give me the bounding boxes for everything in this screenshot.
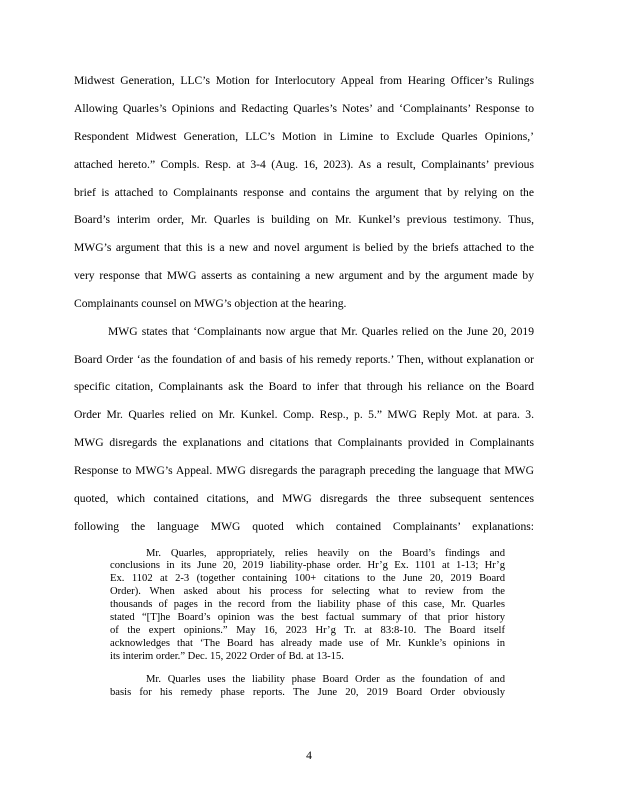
body-line: Allowing Quarles’s Opinions and Redacting Quarles’s Notes’ and ‘Complainants’ Response to (74, 102, 534, 115)
block-quote-line: Mr. Quarles uses the liability phase Board Order as the foundation of and (146, 674, 505, 685)
block-quote-line: Ex. 1102 at 2-3 (together containing 100+ citations to the June 20, 2019 Board (110, 573, 505, 584)
body-line: brief is attached to Complainants response and contains the argument that by relying on the (74, 186, 534, 199)
body-line: Order Mr. Quarles relied on Mr. Kunkel. Comp. Resp., p. 5.” MWG Reply Mot. at para. 3. (74, 408, 534, 421)
body-line: Respondent Midwest Generation, LLC’s Motion in Limine to Exclude Quarles Opinions,’ (74, 130, 534, 143)
body-line: Board’s interim order, Mr. Quarles is building on Mr. Kunkel’s previous testimony. Thus, (74, 213, 534, 226)
body-line: following the language MWG quoted which contained Complainants’ explanations: (74, 520, 534, 533)
block-quote-line: acknowledges that ‘The Board has already made use of Mr. Kunkle’s opinions in (110, 638, 505, 649)
body-line: Complainants counsel on MWG’s objection at the hearing. (74, 297, 347, 310)
body-line: attached hereto.” Compls. Resp. at 3-4 (Aug. 16, 2023). As a result, Complainants’ previous (74, 158, 534, 171)
block-quote-line: of the expert opinions.” May 16, 2023 Hr’g Tr. at 83:8-10. The Board itself (110, 625, 505, 636)
block-quote-line: thousands of pages in the record from the liability phase of this case, Mr. Quarles (110, 599, 505, 610)
body-line: Response to MWG’s Appeal. MWG disregards the paragraph preceding the language that MWG (74, 464, 534, 477)
body-line: MWG states that ‘Complainants now argue that Mr. Quarles relied on the June 20, 2019 (108, 325, 534, 338)
body-line: specific citation, Complainants ask the Board to infer that through his reliance on the Board (74, 380, 534, 393)
body-line: Board Order ‘as the foundation of and basis of his remedy reports.’ Then, without explanation or (74, 353, 534, 366)
body-line: MWG’s argument that this is a new and novel argument is belied by the briefs attached to the (74, 241, 534, 254)
block-quote-line: Order). When asked about his process for selecting what to review from the (110, 586, 505, 597)
block-quote-line: Mr. Quarles, appropriately, relies heavily on the Board’s findings and (146, 548, 505, 559)
block-quote-line: its interim order.” Dec. 15, 2022 Order of Bd. at 13-15. (110, 651, 344, 662)
body-line: Midwest Generation, LLC’s Motion for Interlocutory Appeal from Hearing Officer’s Rulings (74, 74, 534, 87)
block-quote-line: stated “[T]he Board’s opinion was the best factual summary of that prior history (110, 612, 505, 623)
block-quote-line: conclusions in its June 20, 2019 liability-phase order. Hr’g Ex. 1101 at 1-13; Hr’g (110, 560, 505, 571)
body-line: quoted, which contained citations, and MWG disregards the three subsequent sentences (74, 492, 534, 505)
page-number: 4 (306, 749, 312, 762)
block-quote-line: basis for his remedy phase reports. The June 20, 2019 Board Order obviously (110, 687, 505, 698)
body-line: MWG disregards the explanations and citations that Complainants provided in Complainants (74, 436, 534, 449)
body-line: very response that MWG asserts as containing a new argument and by the argument made by (74, 269, 534, 282)
